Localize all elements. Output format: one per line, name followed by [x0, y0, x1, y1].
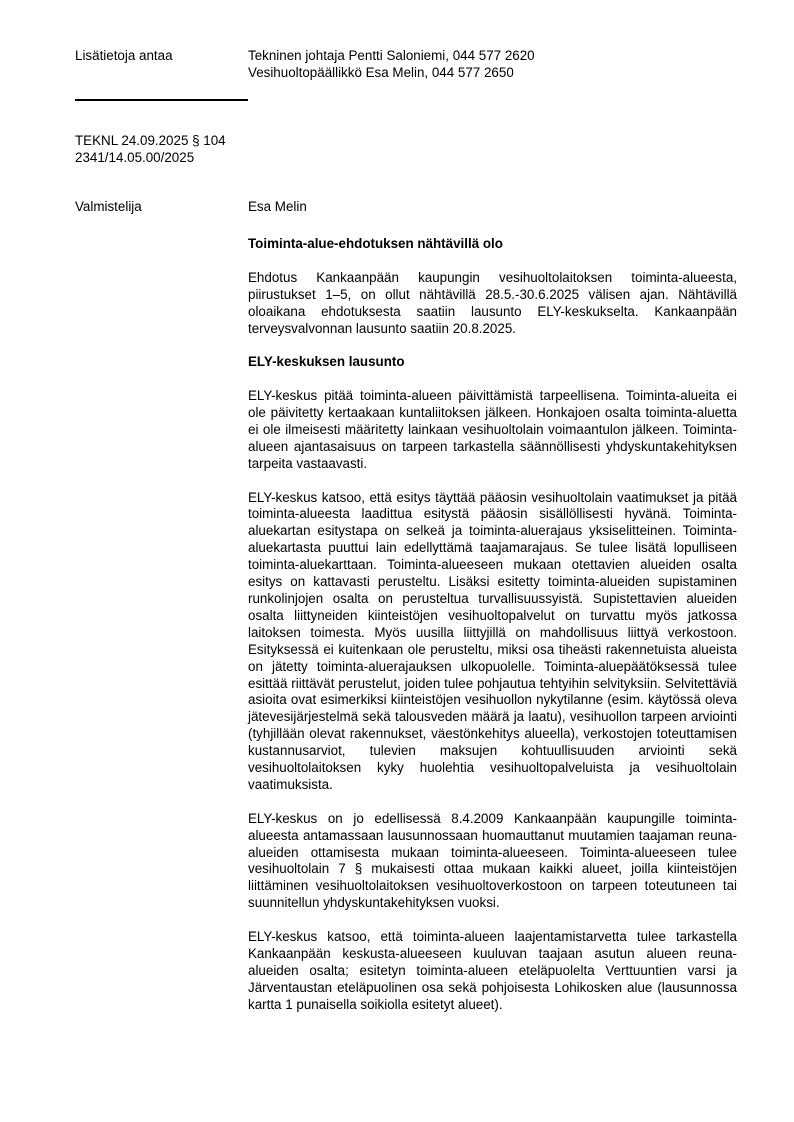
paragraph-ely-previous-statement: ELY-keskus on jo edellisessä 8.4.2009 Kankaanpään kaupungille toiminta-alueesta antamassaan lausunnossaan huomauttanut muutamien taajaman reuna-alueiden ottamisesta mukaan toiminta-alueeseen. Toiminta-alueeseen tulee vesihuoltolain 7 § mukaisesti ottaa mukaan kaikki alueet, joilla kiinteistöjen liittäminen vesihuoltolaitoksen vesihuoltoverkostoon on tarpeen toteutuneen tai suunnitellun yhdyskuntakehityksen vuoksi. — [248, 810, 737, 911]
paragraph-ely-assessment-details: ELY-keskus katsoo, että esitys täyttää pääosin vesihuoltolain vaatimukset ja pitää toiminta-alueesta laadittua esitystä pääosin sisällöllisesti hyvänä. Toiminta-aluekartan esitystapa on selkeä ja toiminta-aluerajaus yksiselitteinen. Toiminta-aluekartasta puuttui lain edellyttämä taajamarajaus. Se tulee lisätä lopulliseen toiminta-aluekarttaan. Toiminta-alueeseen mukaan otettavien alueiden osalta esitys on kattavasti perusteltu. Lisäksi esitetty toiminta-alueiden supistaminen runkolinjojen osalta on perusteltua turvallisuussyistä. Supistettavien alueiden osalta liittyneiden kiinteistöjen vesihuoltopalvelut on turvattu myös jatkossa laitoksen toimesta. Myös uusilla liittyjillä on mahdollisuus liittyä verkostoon. Esityksessä ei kuitenkaan ole perusteltu, miksi osa tiheästi rakennetuista alueista on jätetty toiminta-aluerajauksen ulkopuolelle. Toiminta-aluepäätöksessä tulee esittää riittävät perustelut, joiden tulee pohjautua tehtyihin selvityksiin. Selvitettäviä asioita ovat esimerkiksi kiinteistöjen vesihuollon nykytilanne (esim. käytössä oleva jätevesijärjestelmä sekä talousveden määrä ja laatu), vesihuollon tarpeen arviointi (tyhjillään olevat rakennukset, väestönkehitys alueella), verkostojen toteuttamisen kustannusarviot, tulevien maksujen kohtuullisuuden arviointi sekä vesihuoltolaitoksen kyky huolehtia vesihuoltopalveluista ja vesihuoltolain vaatimuksista. — [248, 489, 737, 792]
case-code: TEKNL 24.09.2025 § 104 — [75, 133, 226, 148]
contact-line-water-utility-manager: Vesihuoltopäällikkö Esa Melin, 044 577 2650 — [248, 64, 514, 80]
contact-info-lines — [248, 48, 535, 82]
paragraph-ely-expansion-need: ELY-keskus katsoo, että toiminta-alueen laajentamistarvetta tulee tarkastella Kankaanpään keskusta-alueeseen kuuluvan taajaan asutun alueen reuna-alueiden osalta; esitetyn toiminta-alueen eteläpuolelta Verttuuntien varsi ja Järventaustan eteläpuolinen osa sekä pohjoisesta Lohikosken alue (lausunnossa kartta 1 punaisella soikiolla esitetyt alueet). — [248, 929, 737, 1012]
preparer-name: Esa Melin — [248, 199, 307, 214]
contact-info-label: Lisätietoja antaa — [75, 48, 173, 63]
paragraph-ely-update-necessity: ELY-keskus pitää toiminta-alueen päivittämistä tarpeellisena. Toiminta-alueita ei ole päivitetty kertaakaan kuntaliitoksen jälkeen. Honkajoen osalta toiminta-aluetta ei ole ilmeisesti määritetty lainkaan vesihuoltolain voimaantulon jälkeen. Toiminta-alueen ajantasaisuus on tarpeen tarkastella säännöllisesti yhdyskuntakehityksen tarpeita vastaavasti. — [248, 388, 737, 471]
document-body — [248, 236, 737, 1014]
diary-number: 2341/14.05.00/2025 — [75, 149, 195, 165]
section-heading-ely-statement: ELY-keskuksen lausunto — [248, 354, 405, 370]
signature-line — [75, 99, 248, 101]
preparer-label: Valmistelija — [75, 199, 142, 214]
paragraph-proposal-display-period: Ehdotus Kankaanpään kaupungin vesihuoltolaitoksen toiminta-alueesta, piirustukset 1–5, on ollut nähtävillä 28.5.-30.6.2025 välisen ajan. Nähtävillä oloaikana ehdotuksesta saatiin lausunto ELY-keskukselta. Kankaanpään terveysvalvonnan lausunto saatiin 20.8.2025. — [248, 269, 737, 336]
case-reference — [75, 133, 226, 167]
section-heading-proposal-on-display: Toiminta-alue-ehdotuksen nähtävillä olo — [248, 236, 503, 251]
contact-line-technical-director: Tekninen johtaja Pentti Saloniemi, 044 577 2620 — [248, 48, 535, 63]
